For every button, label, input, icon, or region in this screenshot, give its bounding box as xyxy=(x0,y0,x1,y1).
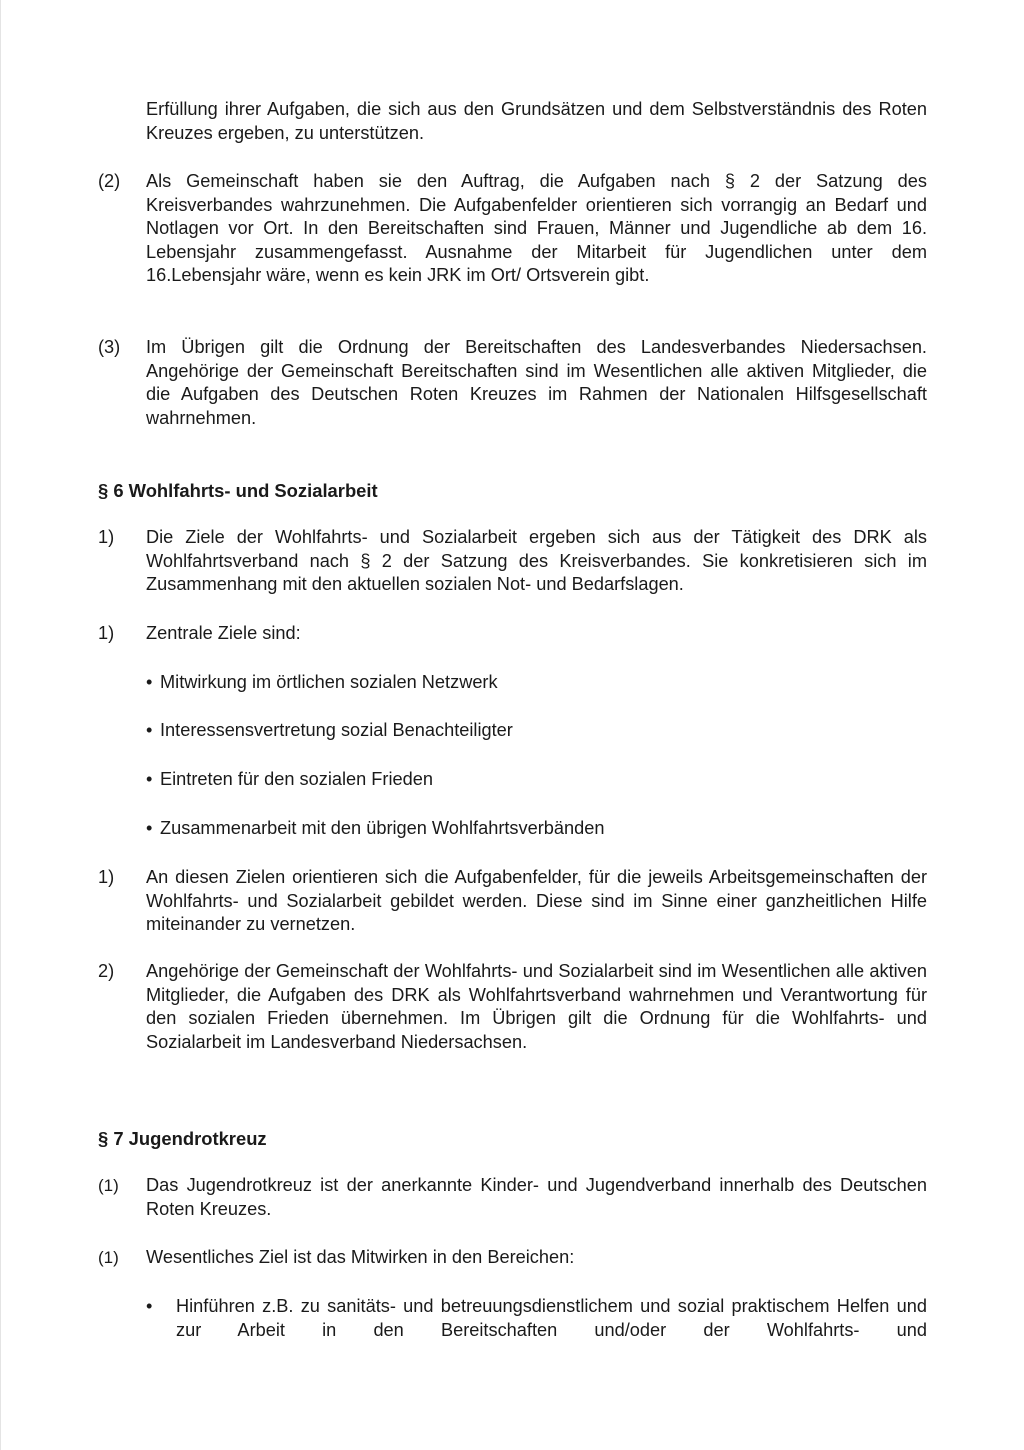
bullet-icon: • xyxy=(146,720,153,740)
paragraph-text: Das Jugendrotkreuz ist der anerkannte Kinder- und Jugendverband innerhalb des Deutschen Roten Kreuzes. xyxy=(146,1175,927,1219)
paragraph-number: 1) xyxy=(98,867,115,887)
bullet-text: Hinführen z.B. zu sanitäts- und betreuungsdienstlichem und sozial praktischem Helfen und zur Arbeit in den Bereitschaften und/oder der Wohlfahrts- und xyxy=(176,1296,927,1340)
paragraph-number: (3) xyxy=(98,337,121,357)
paragraph-number: (2) xyxy=(98,171,121,191)
paragraph-number: 1) xyxy=(98,527,115,547)
section-6-heading: § 6 Wohlfahrts- und Sozialarbeit xyxy=(98,480,378,501)
paragraph-text: Zentrale Ziele sind: xyxy=(146,623,301,643)
paragraph-text: Die Ziele der Wohlfahrts- und Sozialarbeit ergeben sich aus der Tätigkeit des DRK als Wohlfahrtsverband nach § 2 der Satzung des Kreisverbandes. Sie konkretisieren sich im Zusammenhang mit den aktuellen sozialen Not- und Bedarfslagen. xyxy=(146,527,927,595)
section-7-heading: § 7 Jugendrotkreuz xyxy=(98,1128,267,1149)
bullet-icon: • xyxy=(146,1296,153,1316)
paragraph-number: 2) xyxy=(98,961,115,981)
paragraph-text: Wesentliches Ziel ist das Mitwirken in den Bereichen: xyxy=(146,1247,575,1267)
bullet-text: Zusammenarbeit mit den übrigen Wohlfahrtsverbänden xyxy=(160,818,605,838)
paragraph-text: Erfüllung ihrer Aufgaben, die sich aus den Grundsätzen und dem Selbstverständnis des Roten Kreuzes ergeben, zu unterstützen. xyxy=(146,99,927,143)
bullet-icon: • xyxy=(146,672,153,692)
bullet-icon: • xyxy=(146,769,153,789)
paragraph-text: Im Übrigen gilt die Ordnung der Bereitschaften des Landesverbandes Niedersachsen. Angehörige der Gemeinschaft Bereitschaften sind im Wesentlichen alle aktiven Mitglieder, die die Aufgaben des Deutschen Roten Kreuzes im Rahmen der Nationalen Hilfsgesellschaft wahrnehmen. xyxy=(146,337,927,428)
paragraph-text: An diesen Zielen orientieren sich die Aufgabenfelder, für die jeweils Arbeitsgemeinschaften der Wohlfahrts- und Sozialarbeit gebildet werden. Diese sind im Sinne einer ganzheitlichen Hilfe miteinander zu vernetzen. xyxy=(146,867,927,935)
bullet-icon: • xyxy=(146,818,153,838)
paragraph-text: Angehörige der Gemeinschaft der Wohlfahrts- und Sozialarbeit sind im Wesentlichen alle aktiven Mitglieder, die Aufgaben des DRK als Wohlfahrtsverband wahrnehmen und Verantwortung für den sozialen Frieden übernehmen. Im Übrigen gilt die Ordnung für die Wohlfahrts- und Sozialarbeit im Landesverband Niedersachsen. xyxy=(146,961,927,1052)
bullet-text: Mitwirkung im örtlichen sozialen Netzwerk xyxy=(160,672,498,692)
paragraph-number: 1) xyxy=(98,623,115,643)
bullet-text: Eintreten für den sozialen Frieden xyxy=(160,769,433,789)
paragraph-text: Als Gemeinschaft haben sie den Auftrag, die Aufgaben nach § 2 der Satzung des Kreisverbandes wahrzunehmen. Die Aufgabenfelder orientieren sich vorrangig an Bedarf und Notlagen vor Ort. In den Bereitschaften sind Frauen, Männer und Jugendliche ab dem 16. Lebensjahr zusammengefasst. Ausnahme der Mitarbeit für Jugendlichen unter dem 16.Lebensjahr wäre, wenn es kein JRK im Ort/ Ortsverein gibt. xyxy=(146,171,927,286)
paragraph-number: (1) xyxy=(98,1248,119,1267)
bullet-text: Interessensvertretung sozial Benachteiligter xyxy=(160,720,513,740)
paragraph-number: (1) xyxy=(98,1176,119,1195)
